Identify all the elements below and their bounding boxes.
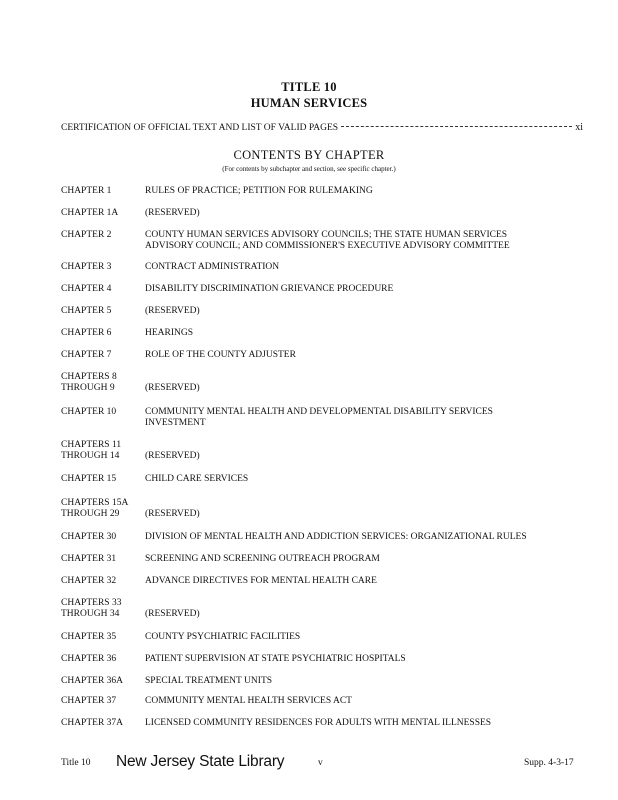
chapter-title-line: SPECIAL TREATMENT UNITS: [145, 676, 273, 686]
title-number: TITLE 10: [281, 80, 337, 94]
chapter-title-line: (RESERVED): [145, 208, 200, 218]
chapter-title: [145, 676, 565, 687]
chapter-number: [61, 632, 143, 643]
chapter-number: [61, 328, 143, 339]
chapter-number-line: CHAPTER 30: [61, 532, 117, 542]
chapter-title: [145, 208, 565, 219]
chapter-title: [145, 696, 565, 707]
footer-title: Title 10: [61, 758, 91, 768]
chapter-title: [145, 532, 565, 543]
chapter-title-line: [145, 372, 565, 383]
chapter-number-line: CHAPTER 2: [61, 230, 112, 240]
chapter-title-line: HEARINGS: [145, 328, 194, 338]
supplement-date: Supp. 4-3-17: [524, 758, 574, 768]
chapter-number-line: CHAPTERS 15A: [61, 498, 129, 508]
chapter-title: [145, 498, 565, 520]
chapter-title: [145, 632, 565, 643]
chapter-title: [145, 576, 565, 587]
chapter-number: [61, 654, 143, 665]
chapter-number-line: CHAPTER 36A: [61, 676, 124, 686]
dot-leader: [341, 126, 572, 127]
contents-heading: CONTENTS BY CHAPTER: [233, 148, 385, 162]
certification-line: [61, 122, 583, 133]
chapter-title: [145, 474, 565, 485]
library-stamp: New Jersey State Library: [116, 753, 285, 770]
chapter-number-line: CHAPTERS 33: [61, 598, 122, 608]
chapter-number: [61, 718, 143, 729]
chapter-number-line: CHAPTER 31: [61, 554, 117, 564]
chapter-title-line: PATIENT SUPERVISION AT STATE PSYCHIATRIC HOSPITALS: [145, 654, 406, 664]
chapter-number-line: CHAPTER 37: [61, 696, 117, 706]
chapter-title-line: DISABILITY DISCRIMINATION GRIEVANCE PROCEDURE: [145, 284, 394, 294]
chapter-title: [145, 306, 565, 317]
chapter-title: [145, 186, 565, 197]
chapter-title: [145, 284, 565, 295]
chapter-title: [145, 372, 565, 394]
chapter-title: [145, 328, 565, 339]
chapter-number-line: CHAPTER 10: [61, 407, 117, 417]
chapter-title-line: RULES OF PRACTICE; PETITION FOR RULEMAKING: [145, 186, 373, 196]
chapter-number: [61, 208, 143, 219]
chapter-number-line: THROUGH 9: [61, 383, 115, 393]
chapter-title: [145, 262, 565, 273]
chapter-title: [145, 407, 565, 429]
chapter-number: [61, 284, 143, 295]
chapter-title-line: CHILD CARE SERVICES: [145, 474, 249, 484]
chapter-number: [61, 306, 143, 317]
chapter-title-line: (RESERVED): [145, 451, 200, 461]
chapter-number-line: CHAPTER 5: [61, 306, 112, 316]
chapter-number: [61, 598, 143, 620]
chapter-title-line: (RESERVED): [145, 509, 200, 519]
chapter-title-line: COUNTY PSYCHIATRIC FACILITIES: [145, 632, 301, 642]
chapter-number: [61, 498, 143, 520]
chapter-title-line: (RESERVED): [145, 383, 200, 393]
chapter-number: [61, 350, 143, 361]
chapter-number: [61, 696, 143, 707]
chapter-title-line: COMMUNITY MENTAL HEALTH AND DEVELOPMENTAL DISABILITY SERVICES: [145, 407, 493, 417]
chapter-number-line: CHAPTER 3: [61, 262, 112, 272]
chapter-number: [61, 372, 143, 394]
chapter-title: [145, 554, 565, 565]
chapter-number-line: CHAPTER 1A: [61, 208, 119, 218]
chapter-title-line: (RESERVED): [145, 609, 200, 619]
chapter-number-line: CHAPTER 35: [61, 632, 117, 642]
chapter-title-line: CONTRACT ADMINISTRATION: [145, 262, 280, 272]
contents-note: (For contents by subchapter and section, see specific chapter.): [222, 165, 396, 173]
chapter-title: [145, 440, 565, 462]
chapter-title: [145, 230, 565, 252]
title-name: HUMAN SERVICES: [250, 96, 368, 110]
chapter-title-line: ADVISORY COUNCIL; AND COMMISSIONER'S EXECUTIVE ADVISORY COMMITTEE: [145, 241, 510, 251]
chapter-number: [61, 576, 143, 587]
certification-page: xi: [575, 122, 583, 133]
page-number: v: [318, 758, 323, 768]
chapter-title: [145, 350, 565, 361]
certification-text: CERTIFICATION OF OFFICIAL TEXT AND LIST OF VALID PAGES: [61, 123, 339, 133]
chapter-title-line: [145, 440, 565, 451]
chapter-title-line: ADVANCE DIRECTIVES FOR MENTAL HEALTH CARE: [145, 576, 377, 586]
chapter-title-line: ROLE OF THE COUNTY ADJUSTER: [145, 350, 296, 360]
chapter-number-line: CHAPTER 32: [61, 576, 117, 586]
chapter-number: [61, 407, 143, 418]
chapter-number: [61, 186, 143, 197]
chapter-number-line: CHAPTERS 8: [61, 372, 117, 382]
chapter-number-line: THROUGH 34: [61, 609, 120, 619]
chapter-number: [61, 554, 143, 565]
chapter-title-line: (RESERVED): [145, 306, 200, 316]
chapter-number-line: CHAPTER 4: [61, 284, 112, 294]
chapter-number-line: CHAPTER 6: [61, 328, 112, 338]
chapter-title: [145, 654, 565, 665]
chapter-title-line: COUNTY HUMAN SERVICES ADVISORY COUNCILS; THE STATE HUMAN SERVICES: [145, 230, 508, 240]
chapter-number-line: CHAPTER 15: [61, 474, 117, 484]
chapter-title-line: LICENSED COMMUNITY RESIDENCES FOR ADULTS WITH MENTAL ILLNESSES: [145, 718, 492, 728]
chapter-title-line: COMMUNITY MENTAL HEALTH SERVICES ACT: [145, 696, 352, 706]
chapter-number: [61, 262, 143, 273]
chapter-title-line: INVESTMENT: [145, 418, 206, 428]
chapter-title-line: [145, 498, 565, 509]
chapter-number-line: CHAPTER 1: [61, 186, 112, 196]
chapter-title-line: SCREENING AND SCREENING OUTREACH PROGRAM: [145, 554, 380, 564]
chapter-number-line: CHAPTERS 11: [61, 440, 122, 450]
chapter-number: [61, 230, 143, 241]
chapter-title: [145, 598, 565, 620]
chapter-number: [61, 474, 143, 485]
chapter-number: [61, 532, 143, 543]
chapter-number-line: CHAPTER 37A: [61, 718, 124, 728]
chapter-number-line: THROUGH 29: [61, 509, 120, 519]
chapter-number-line: THROUGH 14: [61, 451, 120, 461]
chapter-number-line: CHAPTER 7: [61, 350, 112, 360]
chapter-number: [61, 440, 143, 462]
chapter-number: [61, 676, 143, 687]
chapter-number-line: CHAPTER 36: [61, 654, 117, 664]
chapter-title: [145, 718, 565, 729]
chapter-title-line: DIVISION OF MENTAL HEALTH AND ADDICTION SERVICES: ORGANIZATIONAL RULES: [145, 532, 527, 542]
chapter-title-line: [145, 598, 565, 609]
